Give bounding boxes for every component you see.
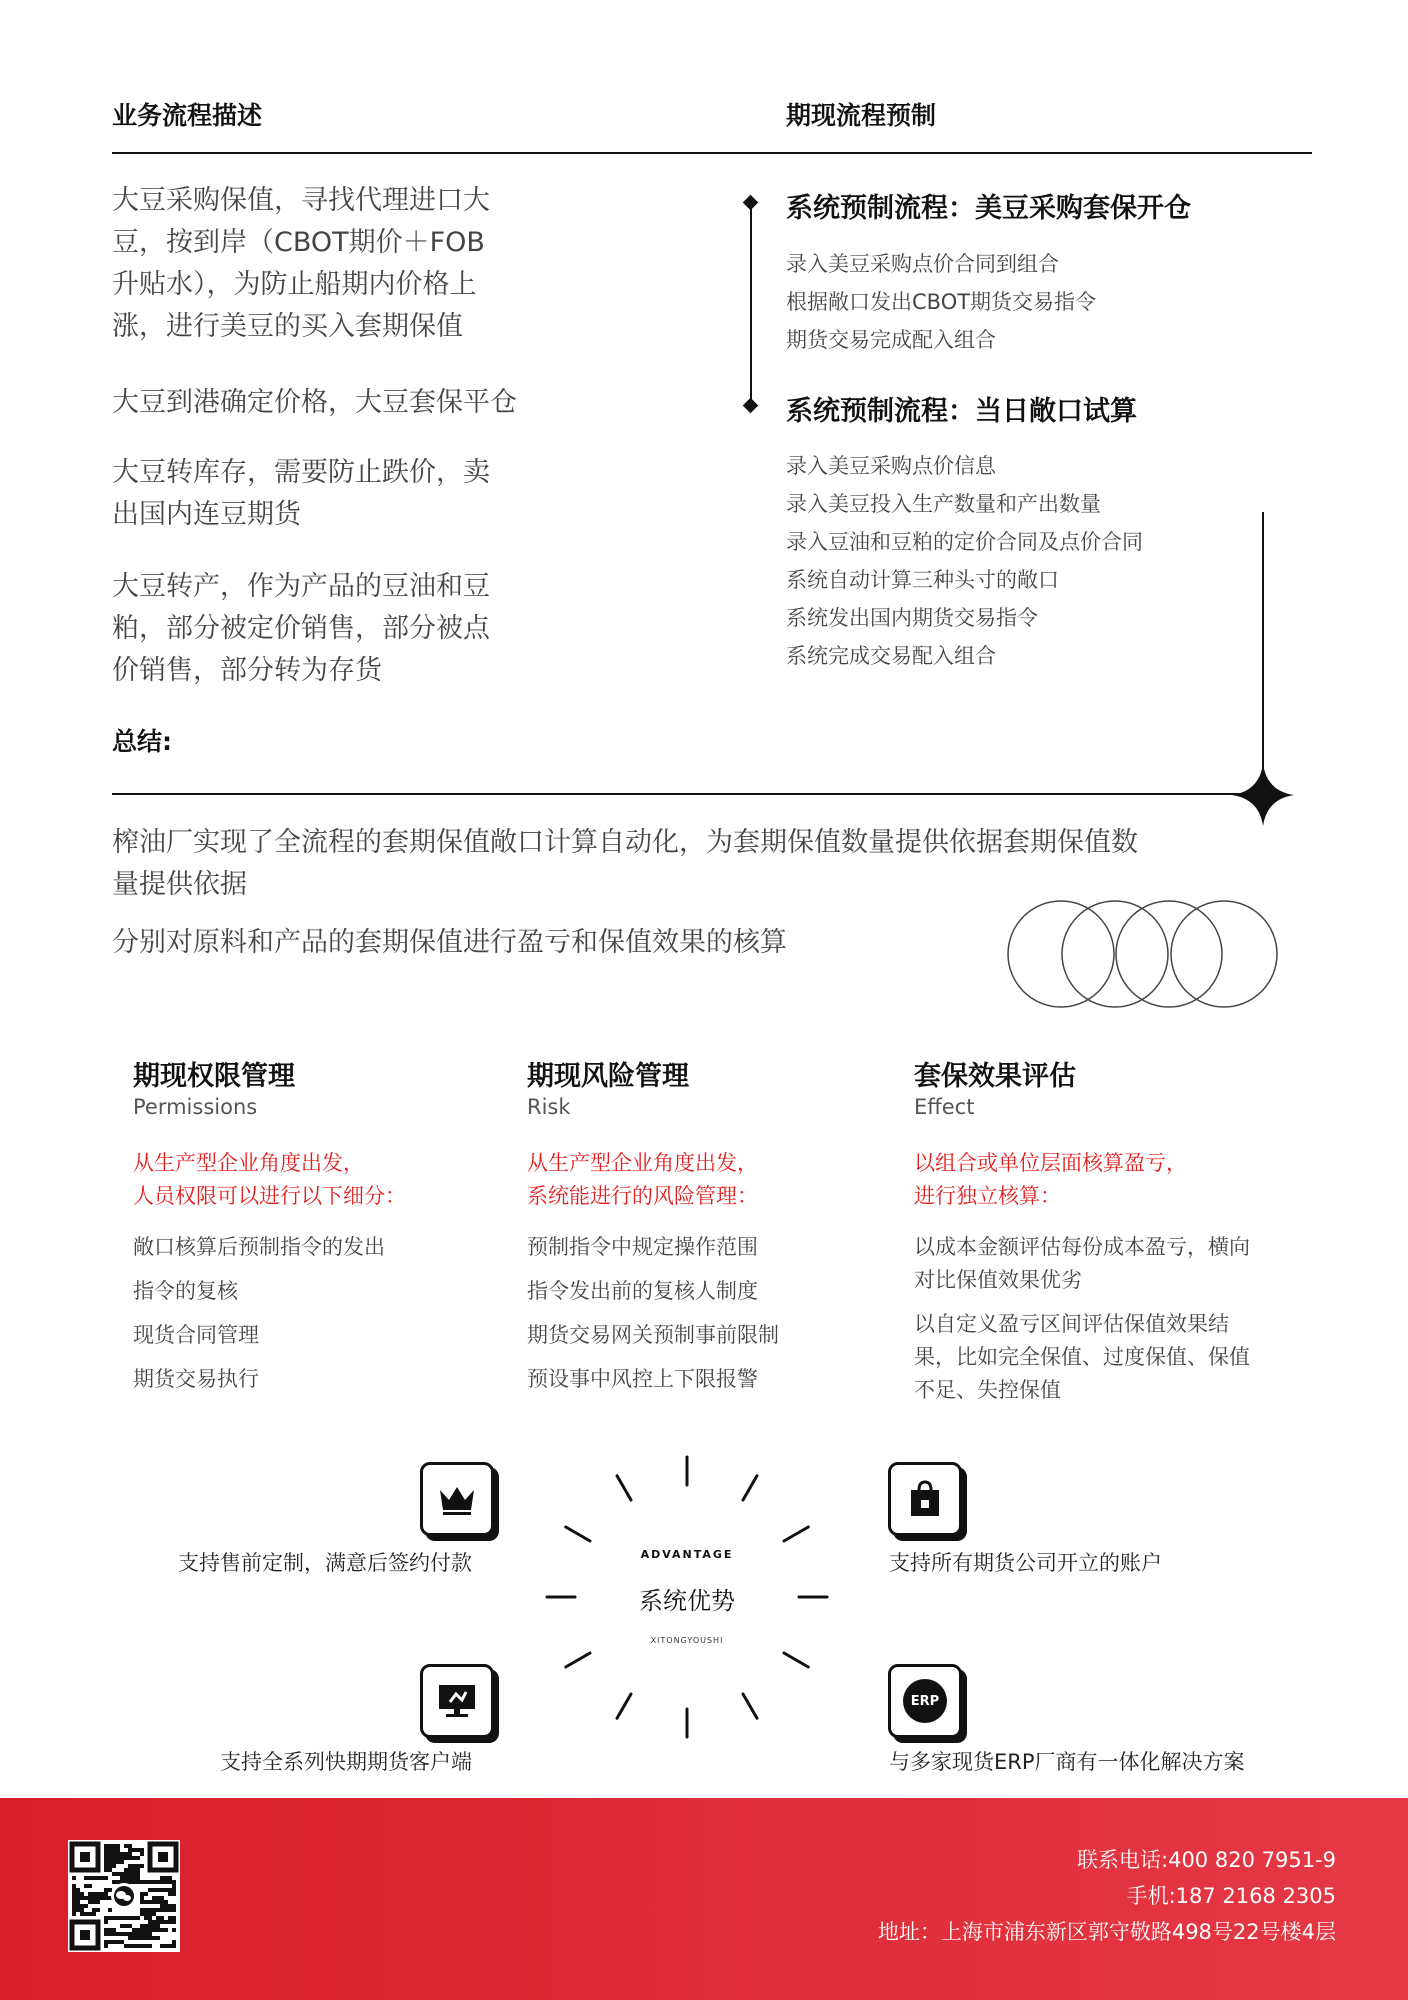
flow-item: 录入美豆采购点价信息 — [786, 454, 996, 478]
list-item: 现货合同管理 — [133, 1323, 259, 1347]
flow-item: 系统完成交易配入组合 — [786, 644, 996, 668]
advantage-label-en: ADVANTAGE — [640, 1548, 734, 1561]
advantage-title: 系统优势 — [639, 1587, 735, 1615]
business-paragraph-4: 大豆转产，作为产品的豆油和豆 粕，部分被定价销售，部分被点 价销售，部分转为存货 — [112, 571, 490, 686]
list-item: 指令的复核 — [133, 1279, 238, 1303]
flow-item: 根据敞口发出CBOT期货交易指令 — [786, 290, 1097, 314]
top-divider — [112, 152, 1312, 154]
column-permissions — [133, 1054, 513, 1407]
column-intro: 以组合或单位层面核算盈亏， 进行独立核算： — [914, 1151, 1187, 1208]
business-paragraph-2: 大豆到港确定价格，大豆套保平仓 — [112, 387, 517, 418]
flow-list-1 — [786, 245, 1096, 359]
flow-item: 期货交易完成配入组合 — [786, 328, 996, 352]
flow-item: 录入美豆采购点价合同到组合 — [786, 252, 1059, 276]
list-item: 期货交易执行 — [133, 1367, 259, 1391]
advantage-item-3: 支持全系列快期期货客户端 — [220, 1750, 472, 1774]
wechat-qr-code[interactable] — [68, 1840, 180, 1952]
flow-list-2 — [786, 447, 1143, 675]
contact-phone: 联系电话:400 820 7951-9 — [1077, 1848, 1336, 1872]
list-item: 指令发出前的复核人制度 — [527, 1279, 758, 1303]
business-paragraph-1: 大豆采购保值，寻找代理进口大 豆，按到岸（CBOT期价＋FOB 升贴水），为防止船期内价格上 涨，进行美豆的买入套期保值 — [112, 185, 490, 342]
summary-divider — [112, 793, 1262, 795]
list-item: 敞口核算后预制指令的发出 — [133, 1235, 385, 1259]
column-list — [527, 1231, 907, 1396]
column-risk — [527, 1054, 907, 1407]
column-list — [133, 1231, 513, 1396]
advantage-item-1: 支持售前定制，满意后签约付款 — [178, 1551, 472, 1575]
column-subtitle: Risk — [527, 1095, 571, 1119]
timeline-diamond-2 — [743, 398, 759, 414]
contact-mobile: 手机:187 2168 2305 — [1126, 1884, 1336, 1908]
flow-item: 录入豆油和豆粕的定价合同及点价合同 — [786, 530, 1143, 554]
column-subtitle: Effect — [914, 1095, 975, 1119]
gift-bag-icon — [888, 1462, 962, 1536]
column-title: 套保效果评估 — [914, 1061, 1076, 1092]
erp-icon — [888, 1664, 962, 1738]
monitor-icon — [420, 1664, 494, 1738]
sparkle-star-icon — [1232, 764, 1294, 826]
list-item: 预制指令中规定操作范围 — [527, 1235, 758, 1259]
section-title-preset-flow: 期现流程预制 — [786, 101, 937, 130]
summary-title: 总结: — [112, 727, 172, 756]
column-title: 期现权限管理 — [133, 1061, 295, 1092]
business-paragraph-3: 大豆转库存，需要防止跌价，卖 出国内连豆期货 — [112, 457, 490, 530]
summary-connector-line — [1262, 512, 1264, 782]
flow-title-2: 系统预制流程：当日敞口试算 — [786, 396, 1137, 427]
column-title: 期现风险管理 — [527, 1061, 689, 1092]
flow-item: 系统自动计算三种头寸的敞口 — [786, 568, 1059, 592]
column-effect — [914, 1054, 1264, 1418]
list-item: 以自定义盈亏区间评估保值效果结果，比如完全保值、过度保值、保值不足、失控保值 — [914, 1312, 1250, 1402]
crown-icon — [420, 1462, 494, 1536]
list-item: 期货交易网关预制事前限制 — [527, 1323, 779, 1347]
summary-paragraph-2: 分别对原料和产品的套期保值进行盈亏和保值效果的核算 — [112, 927, 787, 958]
timeline-line — [750, 203, 752, 406]
flow-item: 系统发出国内期货交易指令 — [786, 606, 1038, 630]
advantage-item-4: 与多家现货ERP厂商有一体化解决方案 — [889, 1750, 1245, 1774]
flow-item: 录入美豆投入生产数量和产出数量 — [786, 492, 1101, 516]
column-list — [914, 1231, 1264, 1407]
summary-paragraph-1: 榨油厂实现了全流程的套期保值敞口计算自动化，为套期保值数量提供依据套期保值数 量提供依据 — [112, 827, 1138, 900]
list-item: 以成本金额评估每份成本盈亏，横向对比保值效果优劣 — [914, 1235, 1250, 1292]
section-title-business-flow: 业务流程描述 — [112, 101, 263, 130]
advantage-item-2: 支持所有期货公司开立的账户 — [889, 1551, 1162, 1575]
flow-title-1: 系统预制流程：美豆采购套保开仓 — [786, 193, 1191, 224]
advantage-pinyin: XITONGYOUSHI — [650, 1636, 724, 1645]
list-item: 预设事中风控上下限报警 — [527, 1367, 758, 1391]
column-intro: 从生产型企业角度出发， 系统能进行的风险管理： — [527, 1151, 758, 1208]
column-intro: 从生产型企业角度出发， 人员权限可以进行以下细分： — [133, 1151, 406, 1208]
erp-badge: ERP — [903, 1679, 947, 1723]
contact-address: 地址：上海市浦东新区郭守敬路498号22号楼4层 — [877, 1920, 1336, 1944]
overlapping-circles-decoration — [1006, 898, 1282, 1010]
timeline-diamond-1 — [743, 195, 759, 211]
column-subtitle: Permissions — [133, 1095, 258, 1119]
